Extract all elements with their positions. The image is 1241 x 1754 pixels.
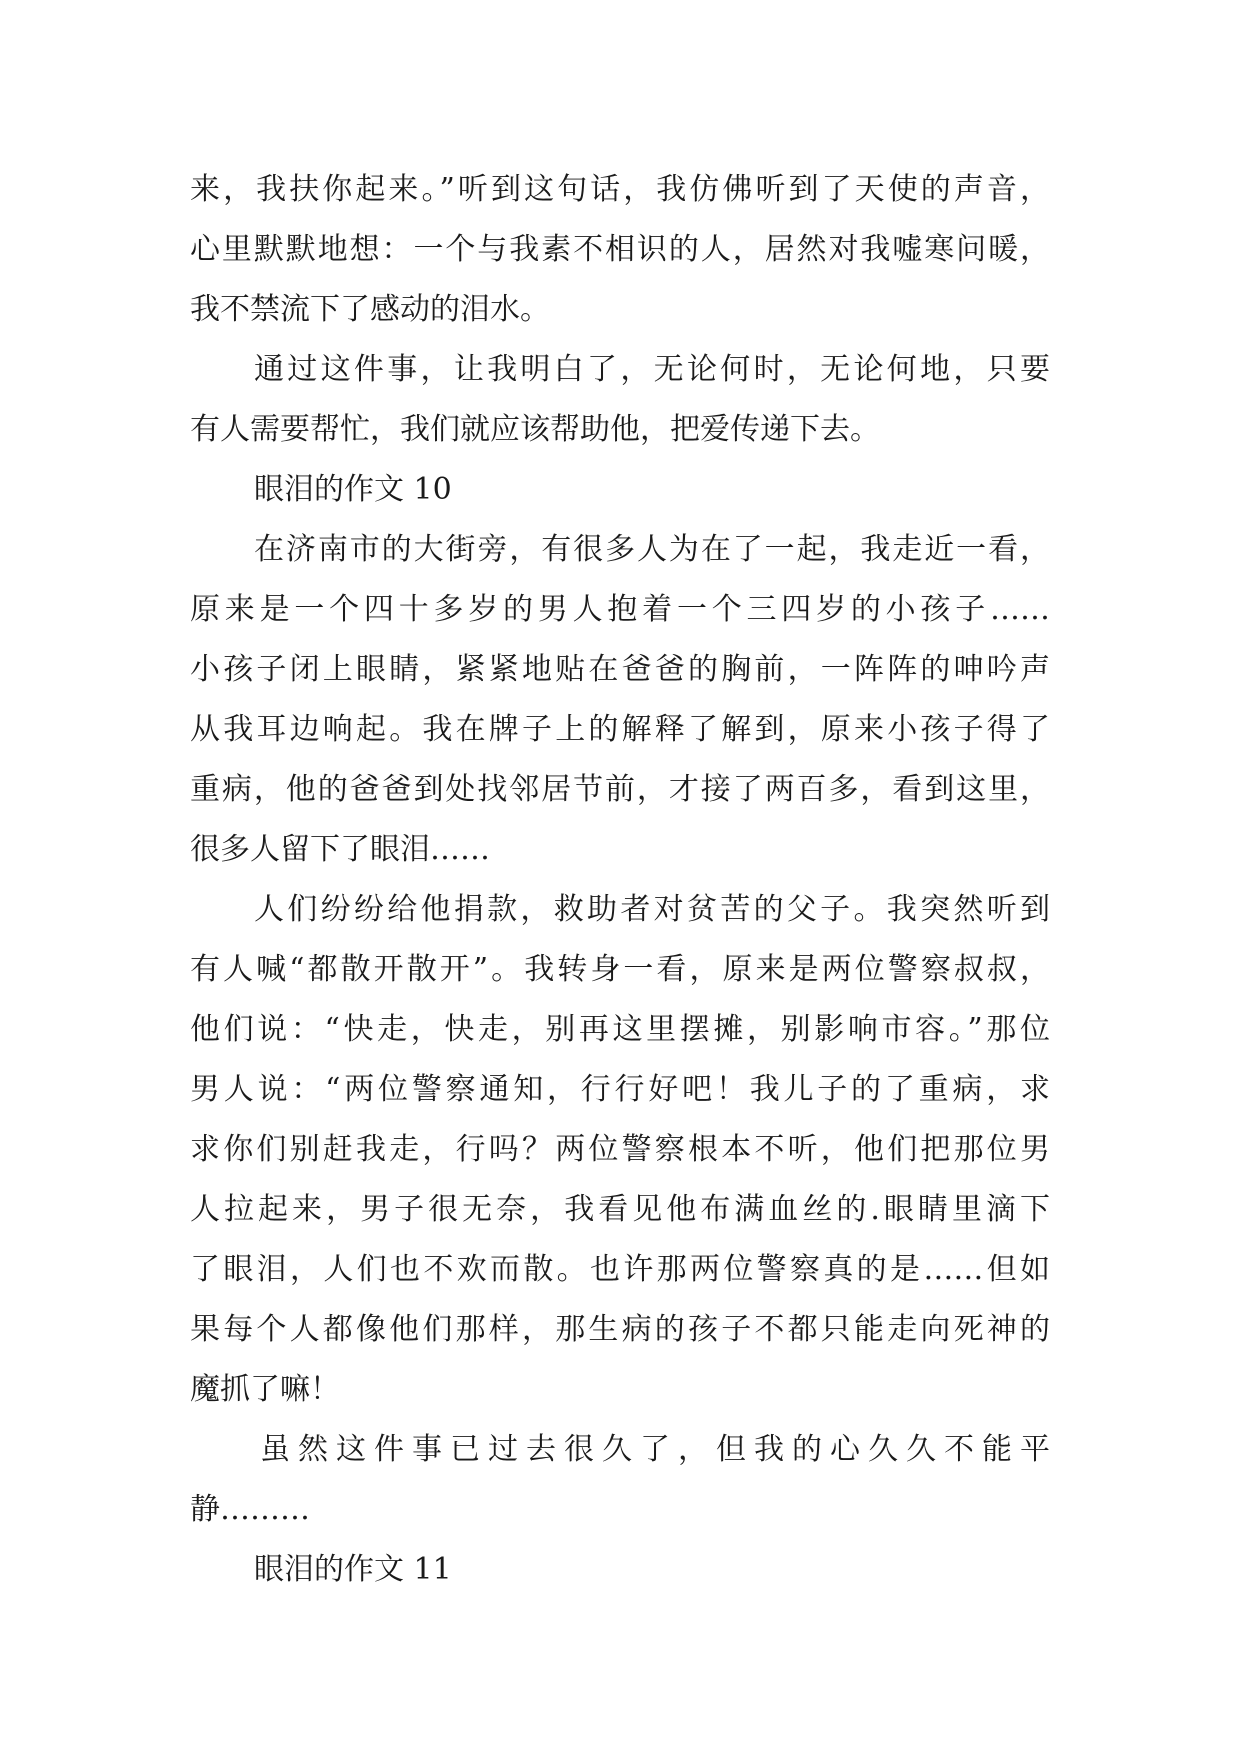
text-line: 魔抓了嘛！ xyxy=(190,1372,340,1407)
text-line: 求你们别赶我走，行吗？两位警察根本不听，他们把那位男 xyxy=(190,1132,1050,1167)
text-line: 在济南市的大街旁，有很多人为在了一起，我走近一看， xyxy=(254,532,1050,567)
text-line: 男人说：“两位警察通知，行行好吧！我儿子的了重病，求 xyxy=(190,1072,1050,1107)
text-line: 重病，他的爸爸到处找邻居节前，才接了两百多，看到这里， xyxy=(190,772,1050,807)
text-line: 原来是一个四十多岁的男人抱着一个三四岁的小孩子…… xyxy=(190,592,1050,627)
text-line: 有人喊“都散开散开”。我转身一看，原来是两位警察叔叔， xyxy=(190,952,1050,987)
text-line: 来，我扶你起来。”听到这句话，我仿佛听到了天使的声音， xyxy=(190,172,1050,207)
text-line: 人们纷纷给他捐款，救助者对贫苦的父子。我突然听到 xyxy=(254,892,1050,927)
text-line: 很多人留下了眼泪…… xyxy=(190,832,490,867)
text-line: 果每个人都像他们那样，那生病的孩子不都只能走向死神的 xyxy=(190,1312,1050,1347)
text-line: 人拉起来，男子很无奈，我看见他布满血丝的.眼睛里滴下 xyxy=(190,1192,1050,1227)
section-heading: 眼泪的作文 11 xyxy=(254,1552,452,1587)
section-heading: 眼泪的作文 10 xyxy=(254,472,452,507)
text-line: 心里默默地想：一个与我素不相识的人，居然对我嘘寒问暖， xyxy=(190,232,1050,267)
text-line: 有人需要帮忙，我们就应该帮助他，把爱传递下去。 xyxy=(190,412,880,447)
text-line: 了眼泪，人们也不欢而散。也许那两位警察真的是……但如 xyxy=(190,1252,1050,1287)
text-line: 虽然这件事已过去很久了，但我的心久久不能平 xyxy=(260,1432,1050,1467)
text-line: 通过这件事，让我明白了，无论何时，无论何地，只要 xyxy=(254,352,1050,387)
text-line: 静……… xyxy=(190,1492,310,1527)
text-line: 小孩子闭上眼睛，紧紧地贴在爸爸的胸前，一阵阵的呻吟声 xyxy=(190,652,1050,687)
text-line: 他们说：“快走，快走，别再这里摆摊，别影响市容。”那位 xyxy=(190,1012,1050,1047)
text-line: 从我耳边响起。我在牌子上的解释了解到，原来小孩子得了 xyxy=(190,712,1050,747)
document-page xyxy=(190,160,1050,1600)
text-line: 我不禁流下了感动的泪水。 xyxy=(190,292,550,327)
